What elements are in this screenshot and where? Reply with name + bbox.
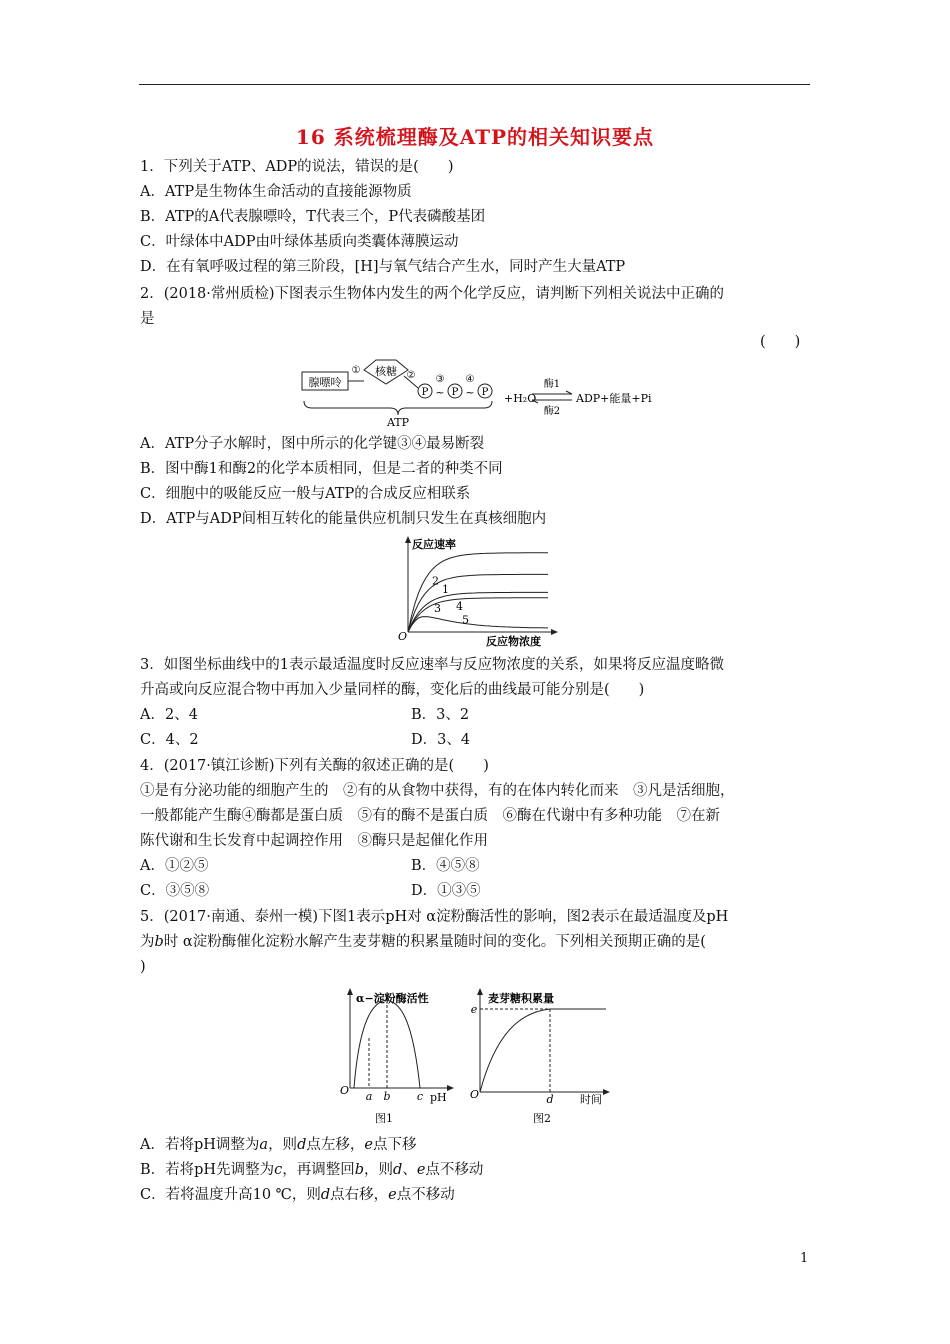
q3-option-d: D．3、4 <box>411 732 471 748</box>
fig1-x-label: pH <box>430 1091 447 1104</box>
fig1-tick-a: a <box>365 1090 373 1103</box>
q5-option-a: A．若将pH调整为a，则d点左移，e点下移 <box>140 1137 417 1153</box>
y-axis-label: 反应速率 <box>412 538 456 551</box>
phosphate-3-label: P <box>481 387 489 398</box>
fig2-y-label: 麦芽糖积累量 <box>488 992 554 1005</box>
fig1-y-label: α−淀粉酶活性 <box>356 992 429 1005</box>
q4-body-line2: 一般都能产生酶④酶都是蛋白质 ⑤有的酶不是蛋白质 ⑥酶在代谢中有多种功能 ⑦在新 <box>140 808 720 824</box>
q3-stem-line1: 3．如图坐标曲线中的1表示最适温度时反应速率与反应物浓度的关系，如果将反应温度略微 <box>140 657 724 673</box>
curve-label-2: 2 <box>432 574 439 588</box>
bond2-label: ② <box>406 370 416 381</box>
q5-option-c: C．若将温度升高10 ℃，则d点右移，e点不移动 <box>140 1187 455 1203</box>
q4-stem: 4．(2017·镇江诊断)下列有关酶的叙述正确的是( ) <box>140 758 489 774</box>
bond3-tilde: ~ <box>435 386 445 399</box>
fig2-tick-e: e <box>470 1003 478 1016</box>
fig2-maltose-curve <box>480 1009 606 1092</box>
fig2-tick-d: d <box>546 1093 554 1106</box>
q4-option-a: A．①②⑤ <box>140 858 209 874</box>
atp-structure-figure <box>298 356 658 432</box>
fig2-x-label: 时间 <box>580 1093 602 1106</box>
curve-label-5: 5 <box>462 613 469 627</box>
q3-option-a: A．2、4 <box>140 707 198 723</box>
header-rule <box>139 84 810 85</box>
fig1-origin: O <box>340 1084 350 1097</box>
q2-option-d: D．ATP与ADP间相互转化的能量供应机制只发生在真核细胞内 <box>140 511 547 527</box>
q2-option-c: C．细胞中的吸能反应一般与ATP的合成反应相联系 <box>140 486 471 502</box>
enzyme2-label: 酶2 <box>543 406 561 417</box>
q2-option-b: B．图中酶1和酶2的化学本质相同，但是二者的种类不同 <box>140 461 503 477</box>
products-term: ADP+能量+Pi <box>576 392 652 405</box>
q2-answer-paren: ( ) <box>760 334 801 350</box>
q3-stem-line2: 升高或向反应混合物中再加入少量同样的酶，变化后的曲线最可能分别是( ) <box>140 682 645 698</box>
q5-option-b: B．若将pH先调整为c，再调整回b，则d、e点不移动 <box>140 1162 484 1178</box>
page-title: 16 系统梳理酶及ATP的相关知识要点 <box>295 125 655 149</box>
fig2-title: 图2 <box>533 1112 551 1125</box>
bond4-tilde: ~ <box>465 386 475 399</box>
fig1-tick-c: c <box>416 1090 424 1103</box>
q2-option-a: A．ATP分子水解时，图中所示的化学键③④最易断裂 <box>140 436 485 452</box>
fig1-activity-curve <box>354 1000 420 1088</box>
q3-option-b: B．3、2 <box>411 707 470 723</box>
atp-label: ATP <box>386 416 410 429</box>
ribose-label: 核糖 <box>375 365 397 378</box>
curve-label-1: 1 <box>442 582 449 596</box>
q4-option-b: B．④⑤⑧ <box>411 858 480 874</box>
q5-stem-line2: 为b时 α淀粉酶催化淀粉水解产生麦芽糖的积累量随时间的变化。下列相关预期正确的是( <box>140 934 706 950</box>
fig1-tick-b: b <box>383 1090 391 1103</box>
bond3-label: ③ <box>435 374 445 385</box>
q5-stem-line3: ) <box>140 959 146 975</box>
y-axis-arrow <box>405 536 411 543</box>
q4-body-line1: ①是有分泌功能的细胞产生的 ②有的从食物中获得，有的在体内转化而来 ③凡是活细胞， <box>140 783 735 799</box>
bond1-label: ① <box>351 365 361 376</box>
q1-option-d: D．在有氧呼吸过程的第三阶段，[H]与氧气结合产生水，同时产生大量ATP <box>140 259 626 275</box>
x-axis-arrow <box>551 629 558 635</box>
water-term: +H₂O <box>504 392 537 405</box>
q2-stem-line2: 是 <box>140 311 155 327</box>
q4-body-line3: 陈代谢和生长发育中起调控作用 ⑧酶只是起催化作用 <box>140 833 488 849</box>
q1-option-a: A．ATP是生物体生命活动的直接能源物质 <box>140 184 412 200</box>
x-axis-label: 反应物浓度 <box>486 635 541 648</box>
q5-stem-line1: 5．(2017·南通、泰州一模)下图1表示pH对 α淀粉酶活性的影响，图2表示在最适温度及pH <box>140 909 729 925</box>
bond4-label: ④ <box>465 374 475 385</box>
curve-label-4: 4 <box>456 599 463 613</box>
q4-option-d: D．①③⑤ <box>411 883 481 899</box>
q4-option-c: C．③⑤⑧ <box>140 883 210 899</box>
fig1-title: 图1 <box>375 1112 393 1125</box>
phosphate-2-label: P <box>451 387 459 398</box>
q2-stem-line1: 2．(2018·常州质检)下图表示生物体内发生的两个化学反应，请判断下列相关说法中正确的 <box>140 286 725 302</box>
q1-option-c: C．叶绿体中ADP由叶绿体基质向类囊体薄膜运动 <box>140 234 459 250</box>
q5-figures <box>336 982 626 1132</box>
curve-group <box>408 553 548 632</box>
reaction-rate-chart <box>394 534 564 648</box>
page-number: 1 <box>800 1251 809 1266</box>
adenine-label: 腺嘌呤 <box>308 376 342 389</box>
q1-stem: 1．下列关于ATP、ADP的说法，错误的是( ) <box>140 159 454 175</box>
curve-label-3: 3 <box>434 602 441 615</box>
origin-label: O <box>398 630 408 643</box>
atp-brace <box>304 401 492 415</box>
q1-option-b: B．ATP的A代表腺嘌呤，T代表三个，P代表磷酸基团 <box>140 209 486 225</box>
curve-5 <box>408 617 548 632</box>
phosphate-1-label: P <box>421 387 429 398</box>
q3-option-c: C．4、2 <box>140 732 199 748</box>
fig2-origin: O <box>470 1088 480 1101</box>
enzyme1-label: 酶1 <box>543 379 561 390</box>
